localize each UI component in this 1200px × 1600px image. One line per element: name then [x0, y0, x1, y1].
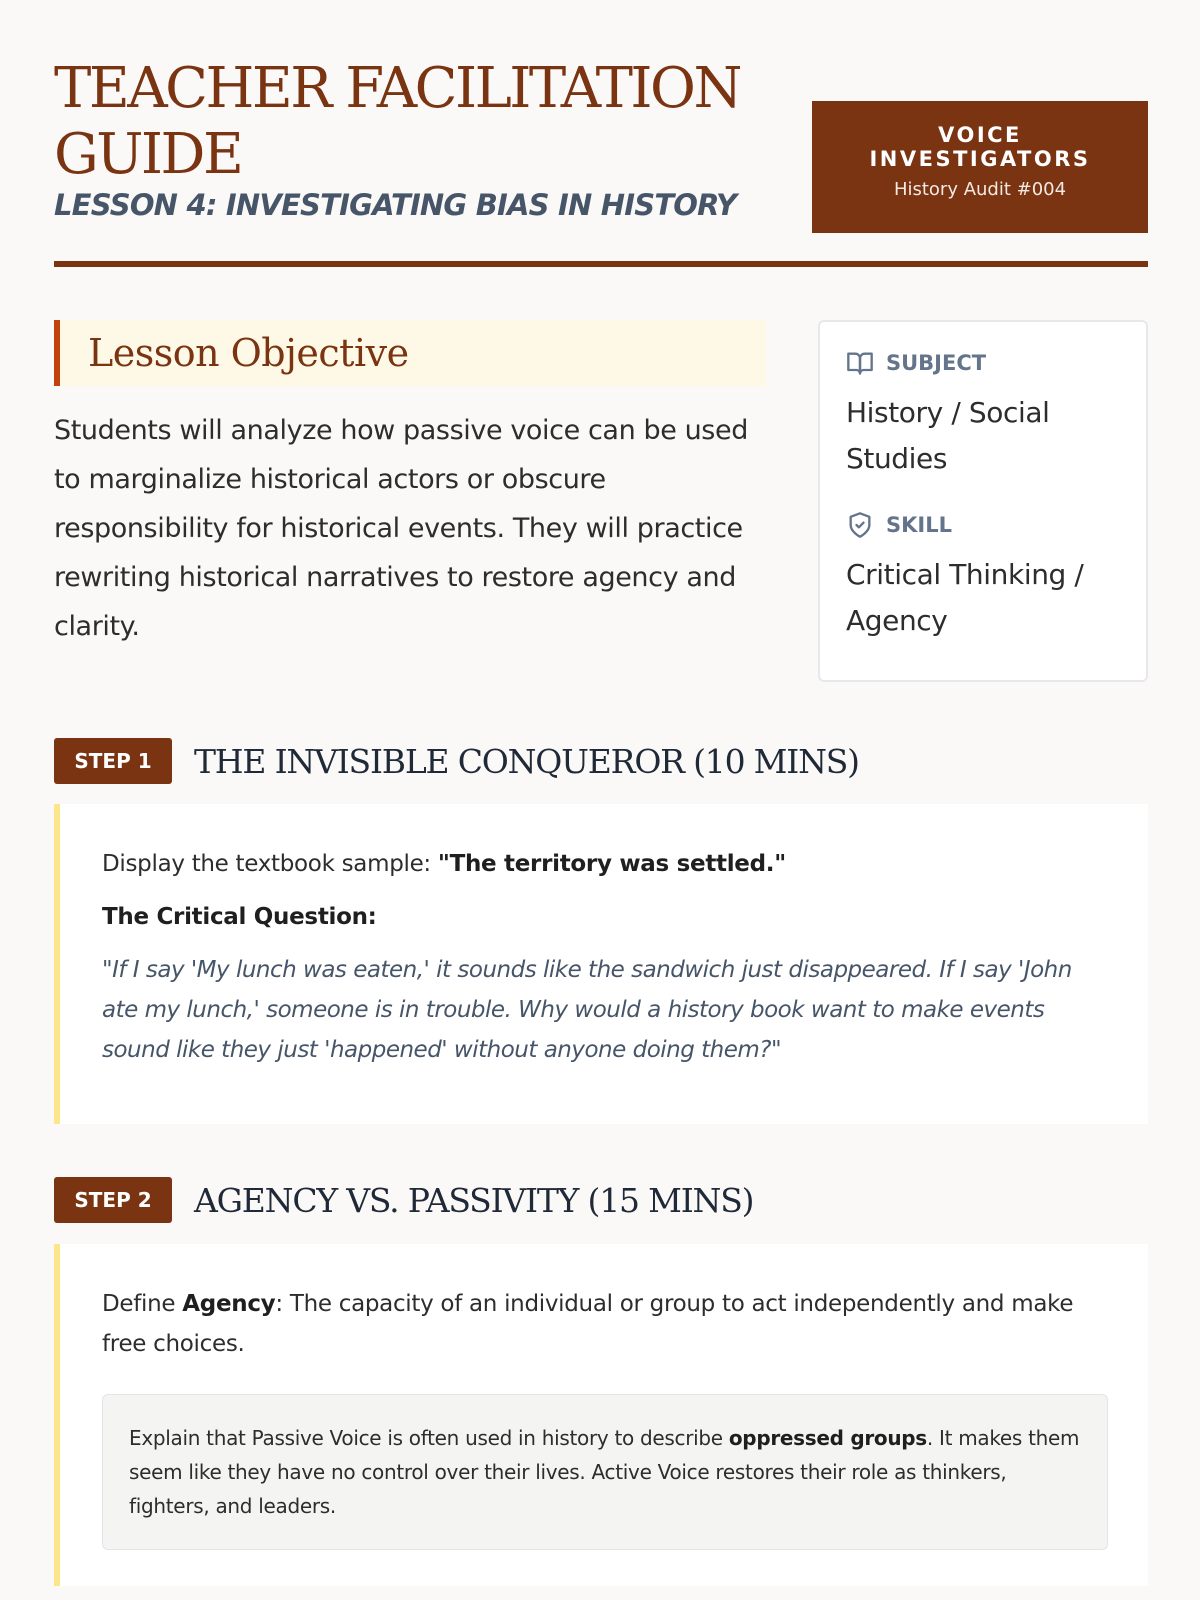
textbook-sample-line: Display the textbook sample: "The territory was settled." [102, 851, 786, 877]
header-divider [54, 261, 1148, 267]
critical-question-quote: "If I say 'My lunch was eaten,' it sounds like the sandwich just disappeared. If I say 'John ate my lunch,' someone is in trouble. Why would a history book want to make events sound like they just 'happened' without anyone doing them?" [102, 957, 1072, 1063]
book-open-icon [846, 349, 874, 377]
step-2-content [54, 1244, 1148, 1586]
critical-question-label: The Critical Question: [102, 904, 377, 930]
step-1-header [54, 737, 1148, 785]
step-2-header [54, 1176, 1148, 1224]
step-2-badge: STEP 2 [54, 1177, 172, 1223]
brand-name: VOICE INVESTIGATORS [869, 123, 1091, 171]
lesson-info-card [818, 320, 1148, 682]
step-2-title: AGENCY VS. PASSIVITY (15 MINS) [194, 1180, 754, 1220]
brand-audit-number: History Audit #004 [893, 179, 1067, 200]
guide-header [54, 56, 1148, 266]
step-1-badge: STEP 1 [54, 738, 172, 784]
skill-label: SKILL [886, 513, 952, 537]
subject-value: History / Social Studies [846, 396, 1050, 475]
skill-label-row [846, 510, 1120, 540]
guide-page [54, 0, 1148, 1600]
shield-check-icon [846, 511, 874, 539]
page-title: TEACHER FACILITATION GUIDE [54, 56, 740, 187]
objective-heading: Lesson Objective [54, 320, 766, 386]
lesson-objective-section [54, 320, 766, 651]
textbook-sample: "The territory was settled." [437, 851, 786, 877]
lesson-subtitle: LESSON 4: INVESTIGATING BIAS IN HISTORY [54, 188, 737, 222]
objective-text: Students will analyze how passive voice can be used to marginalize historical actors or obscure responsibility for historical events. They will practice rewriting historical narratives to restore agency and clarity. [54, 415, 748, 642]
step-1-title: THE INVISIBLE CONQUEROR (10 MINS) [194, 741, 859, 781]
callout-emphasis: oppressed groups [728, 1426, 927, 1450]
agency-definition: Define Agency: The capacity of an individual or group to act independently and make free choices. [102, 1291, 1074, 1357]
teacher-note-callout: Explain that Passive Voice is often used in history to describe oppressed groups. It makes them seem like they have no control over their lives. Active Voice restores their role as thinkers, fighters, and leaders. [102, 1394, 1108, 1550]
skill-value: Critical Thinking / Agency [846, 558, 1084, 637]
subject-label-row [846, 348, 1120, 378]
agency-term: Agency [182, 1291, 276, 1317]
step-1-content [54, 804, 1148, 1124]
subject-label: SUBJECT [886, 351, 987, 375]
brand-badge [812, 101, 1148, 233]
